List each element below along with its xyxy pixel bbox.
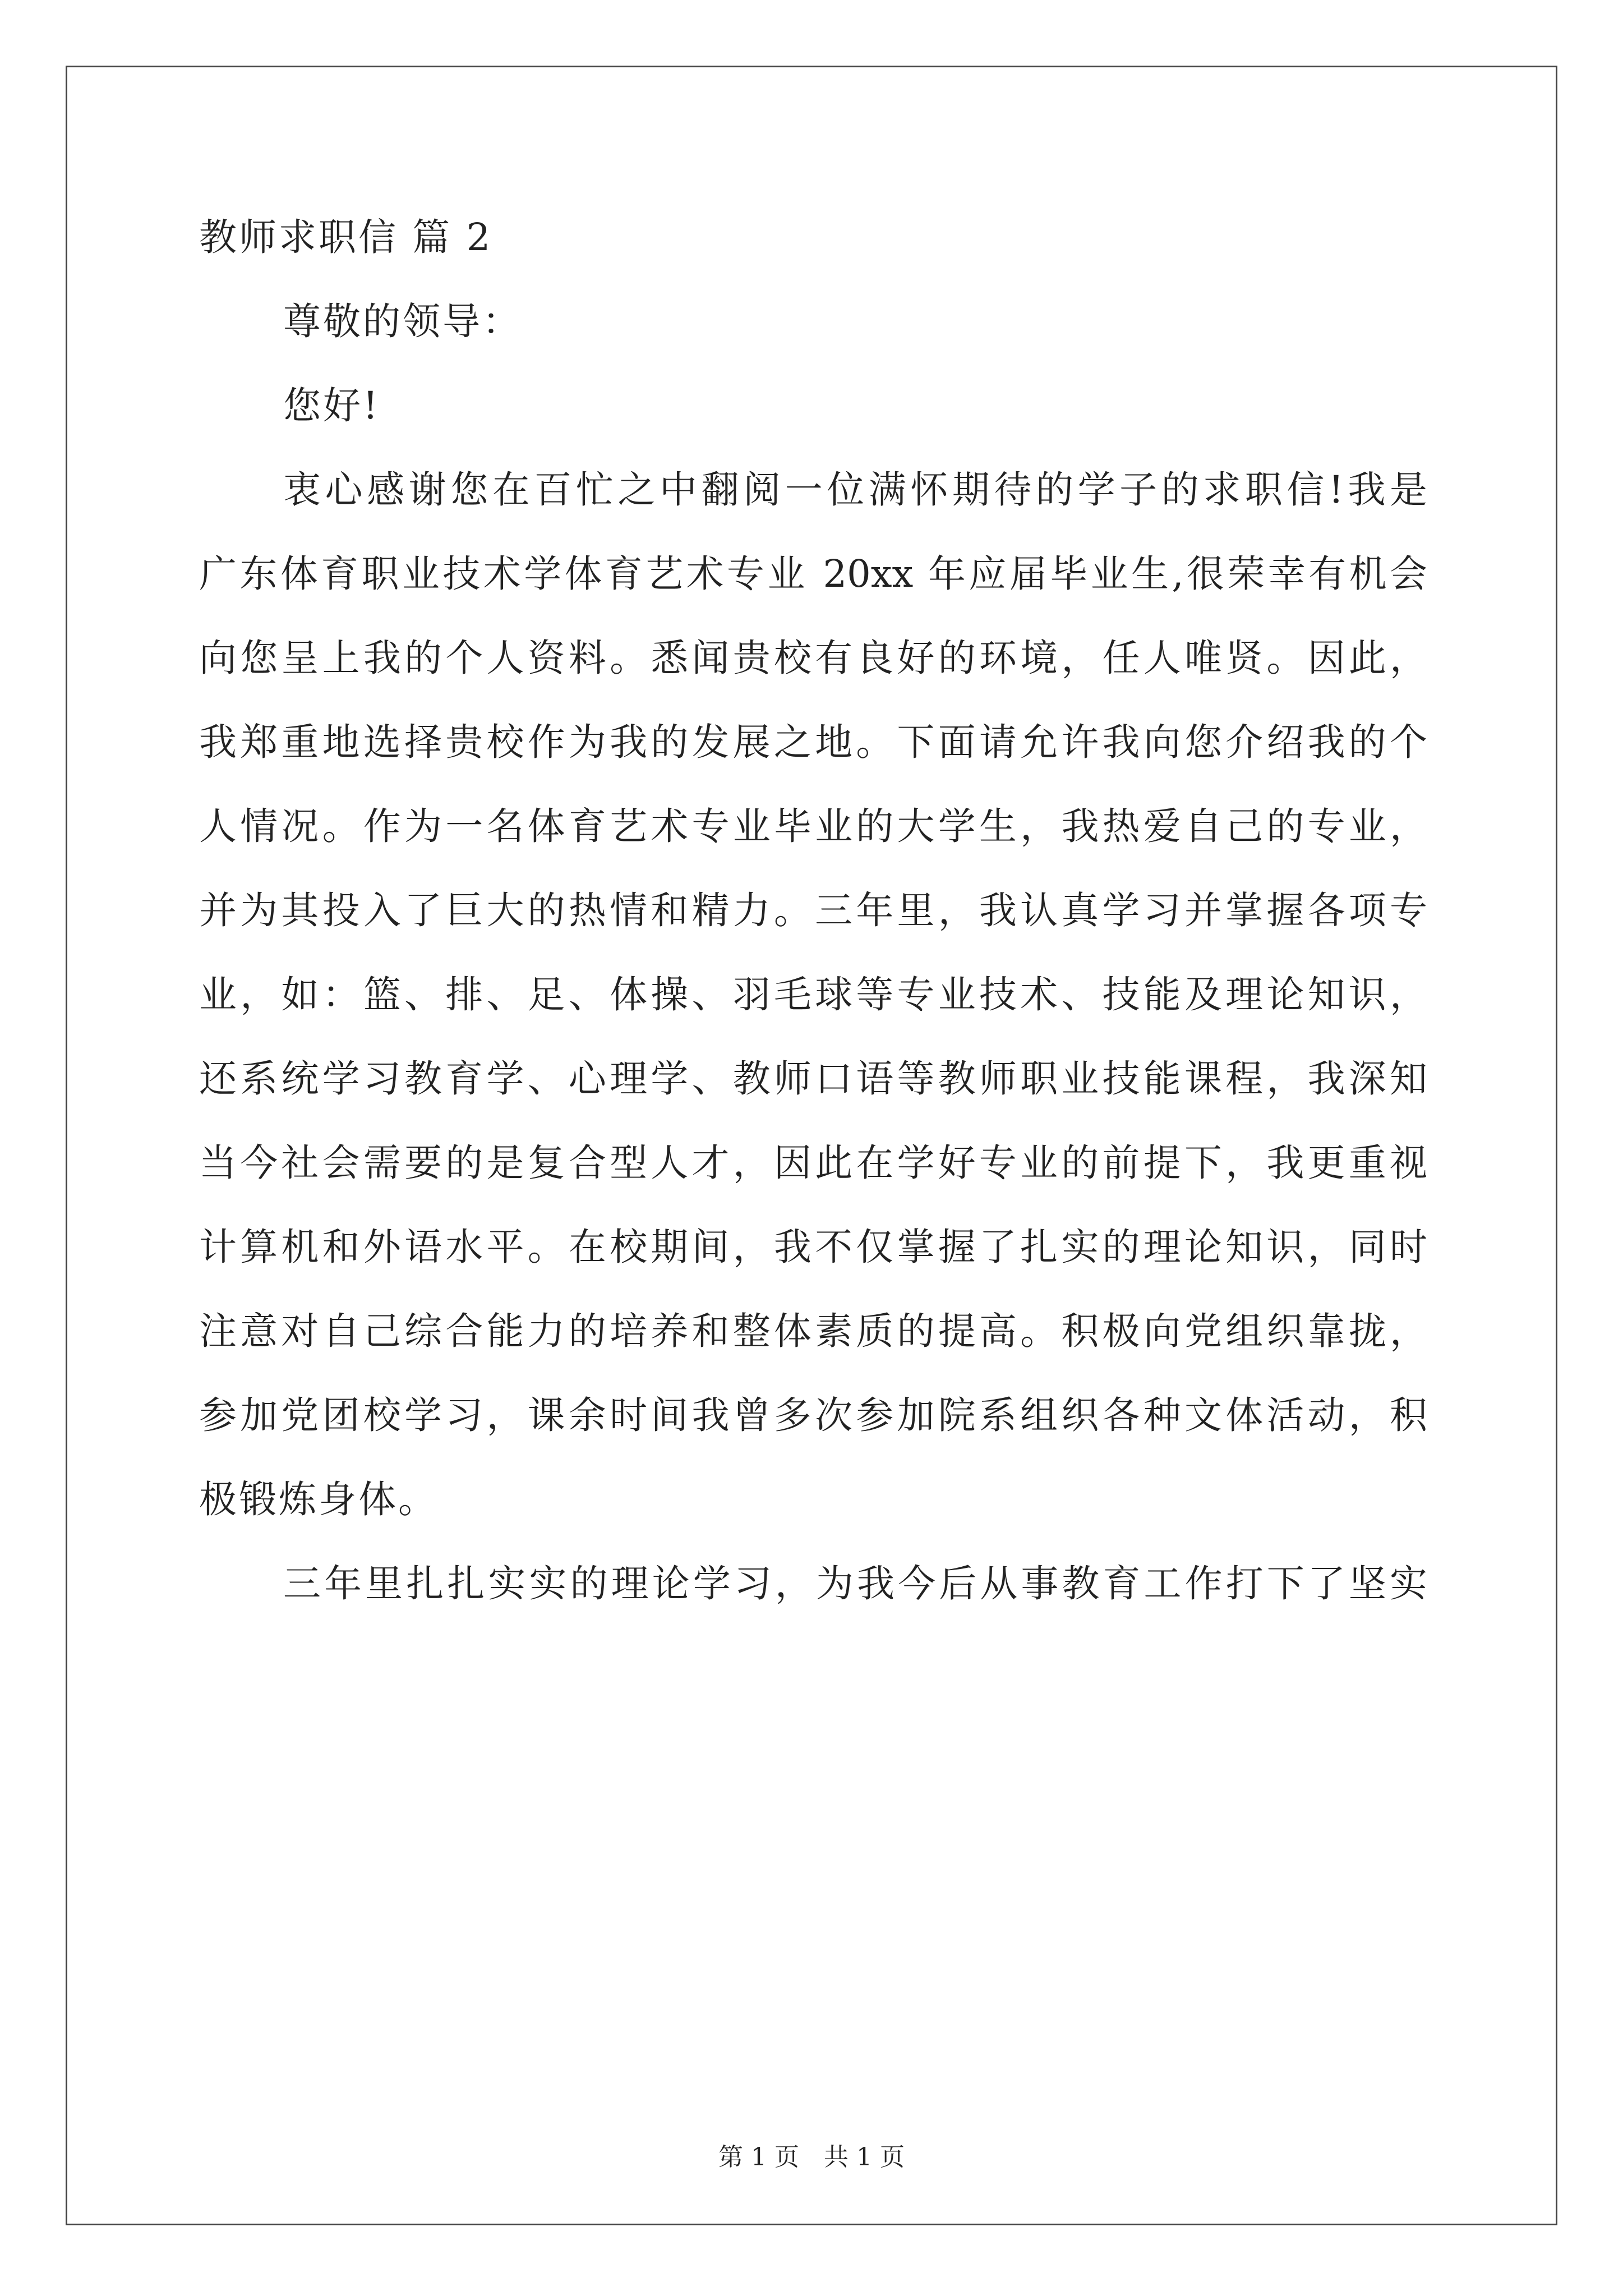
body-line: 广东体育职业技术学体育艺术专业 20xx 年应届毕业生,很荣幸有机会 [199, 552, 1427, 596]
body-line: 注意对自己综合能力的培养和整体素质的提高。积极向党组织靠拢， [199, 1309, 1427, 1353]
body-line: 极锻炼身体。 [199, 1478, 438, 1521]
body-line: 当今社会需要的是复合型人才，因此在学好专业的前提下，我更重视 [199, 1141, 1427, 1185]
body-line: 人情况。作为一名体育艺术专业毕业的大学生，我热爱自己的专业， [199, 804, 1427, 848]
second-paragraph-line: 三年里扎扎实实的理论学习，为我今后从事教育工作打下了坚实 [283, 1562, 1427, 1605]
salutation: 尊敬的领导： [283, 300, 522, 343]
greeting: 您好! [283, 384, 380, 427]
page-footer: 第 1 页 共 1 页 [718, 2143, 905, 2171]
document-heading: 教师求职信 篇 2 [199, 215, 493, 259]
body-line: 并为其投入了巨大的热情和精力。三年里，我认真学习并掌握各项专 [199, 889, 1427, 932]
body-line: 计算机和外语水平。在校期间，我不仅掌握了扎实的理论知识，同时 [199, 1225, 1427, 1269]
body-line: 还系统学习教育学、心理学、教师口语等教师职业技能课程，我深知 [199, 1057, 1427, 1101]
body-line: 衷心感谢您在百忙之中翻阅一位满怀期待的学子的求职信!我是 [283, 468, 1427, 512]
body-line: 参加党团校学习，课余时间我曾多次参加院系组织各种文体活动，积 [199, 1393, 1427, 1437]
body-line: 我郑重地选择贵校作为我的发展之地。下面请允许我向您介绍我的个 [199, 720, 1427, 764]
body-line: 业，如：篮、排、足、体操、羽毛球等专业技术、技能及理论知识， [199, 973, 1427, 1016]
body-line: 向您呈上我的个人资料。悉闻贵校有良好的环境，任人唯贤。因此， [199, 636, 1427, 680]
